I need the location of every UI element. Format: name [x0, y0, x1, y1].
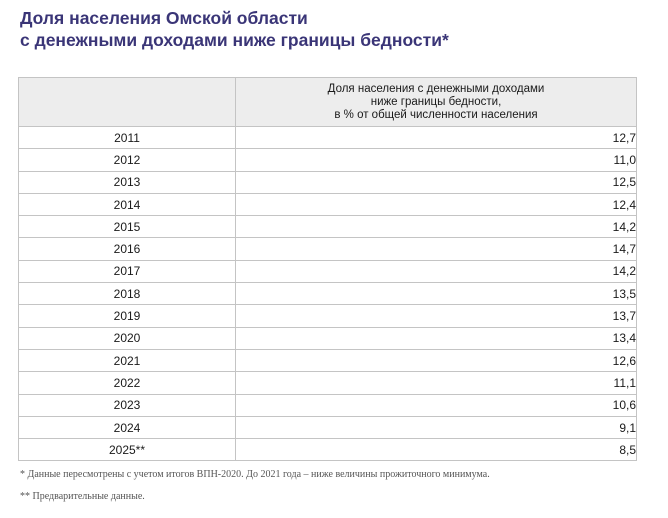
- year-cell: 2012: [19, 149, 236, 171]
- year-cell: 2023: [19, 394, 236, 416]
- poverty-table: [18, 77, 637, 461]
- table-row: [19, 127, 637, 149]
- table-row: [19, 305, 637, 327]
- table-row: [19, 216, 637, 238]
- value-cell: 10,6: [236, 394, 637, 416]
- table-row: [19, 349, 637, 371]
- year-cell: 2018: [19, 283, 236, 305]
- table-row: [19, 171, 637, 193]
- header-value-line-2: ниже границы бедности,: [370, 95, 502, 108]
- year-cell: 2014: [19, 193, 236, 215]
- header-value-line-1: Доля населения с денежными доходами: [327, 82, 545, 95]
- value-cell: 12,5: [236, 171, 637, 193]
- value-cell: 14,2: [236, 216, 637, 238]
- footnote-revision: * Данные пересмотрены с учетом итогов ВПН-2020. До 2021 года – ниже величины прожиточного минимума.: [20, 469, 490, 480]
- value-cell: 13,7: [236, 305, 637, 327]
- year-cell: 2022: [19, 372, 236, 394]
- page-title: [20, 7, 640, 51]
- header-value-cell: [236, 78, 637, 127]
- year-cell: 2017: [19, 260, 236, 282]
- year-cell: 2013: [19, 171, 236, 193]
- year-cell: 2011: [19, 127, 236, 149]
- year-cell: 2015: [19, 216, 236, 238]
- table-row: [19, 439, 637, 461]
- table-row: [19, 149, 637, 171]
- header-value-line-3: в % от общей численности населения: [334, 108, 538, 121]
- value-cell: 11,0: [236, 149, 637, 171]
- value-cell: 12,6: [236, 349, 637, 371]
- year-cell: 2019: [19, 305, 236, 327]
- footnote-preliminary: ** Предварительные данные.: [20, 491, 145, 502]
- year-cell: 2025**: [19, 439, 236, 461]
- table-row: [19, 260, 637, 282]
- value-cell: 9,1: [236, 416, 637, 438]
- value-cell: 14,7: [236, 238, 637, 260]
- value-cell: 12,4: [236, 193, 637, 215]
- year-cell: 2021: [19, 349, 236, 371]
- value-cell: 12,7: [236, 127, 637, 149]
- year-cell: 2020: [19, 327, 236, 349]
- value-cell: 13,5: [236, 283, 637, 305]
- title-line-1: Доля населения Омской области: [20, 8, 308, 28]
- table-row: [19, 416, 637, 438]
- table-row: [19, 372, 637, 394]
- table-row: [19, 238, 637, 260]
- table-row: [19, 193, 637, 215]
- year-cell: 2024: [19, 416, 236, 438]
- value-cell: 13,4: [236, 327, 637, 349]
- table-header-row: [19, 78, 637, 127]
- table-row: [19, 394, 637, 416]
- value-cell: 8,5: [236, 439, 637, 461]
- table-row: [19, 283, 637, 305]
- title-line-2: с денежными доходами ниже границы бедности*: [20, 30, 449, 50]
- header-year-cell: [19, 78, 236, 127]
- value-cell: 14,2: [236, 260, 637, 282]
- value-cell: 11,1: [236, 372, 637, 394]
- year-cell: 2016: [19, 238, 236, 260]
- table-row: [19, 327, 637, 349]
